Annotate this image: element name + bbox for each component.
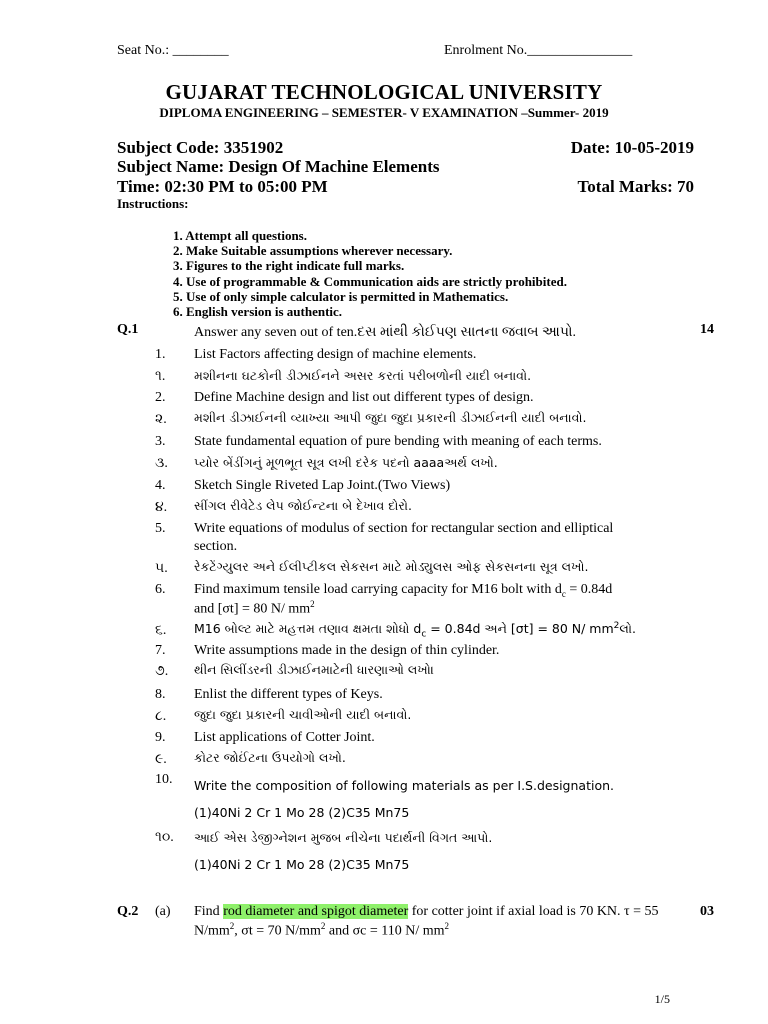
item-text-continued: and [σt] = 80 N/ $mm^2$ [194, 599, 315, 617]
item-text-gujarati: રેકટેંગ્યુલર અને ઈલીપ્ટીકલ સેકસન માટે મોડ્યુલસ ઓફ સેકસનના સૂત્ર લખો. [194, 559, 589, 574]
item-number: 5. [155, 521, 166, 536]
item-text: Enlist the different types of Keys. [194, 687, 383, 702]
highlighted-text: rod diameter and spigot diameter [223, 904, 409, 919]
item-text: Write assumptions made in the design of thin cylinder. [194, 643, 500, 658]
exam-date: Date: 10-05-2019 [570, 138, 694, 157]
exam-time: Time: 02:30 PM to 05:00 PM [117, 177, 328, 196]
item-number: 6. [155, 582, 166, 597]
instruction-item: 5. Use of only simple calculator is permitted in Mathematics. [173, 289, 509, 304]
item-number: 1. [155, 347, 166, 362]
item-text: List applications of Cotter Joint. [194, 730, 375, 745]
item-number: 4. [155, 478, 166, 493]
enrolment-number: Enrolment No._______________ [444, 43, 633, 58]
subject-code: Subject Code: 3351902 [117, 138, 284, 157]
university-title: GUJARAT TECHNOLOGICAL UNIVERSITY [165, 80, 603, 104]
item-number-gujarati: ૫. [155, 561, 168, 576]
item-text: List Factors affecting design of machine elements. [194, 347, 477, 362]
item-text: State fundamental equation of pure bending with meaning of each terms. [194, 434, 602, 449]
item-number-gujarati: ૧૦. [155, 830, 174, 845]
question-text: Find rod diameter and spigot diameter for cotter joint if axial load is 70 KN. τ = 55 [194, 904, 659, 919]
instruction-item: 3. Figures to the right indicate full marks. [173, 258, 405, 273]
item-number-gujarati: ૧. [155, 369, 166, 384]
item-text-gujarati: જુદા જુદા પ્રકારની ચાવીઓની યાદી બનાવો. [194, 707, 412, 722]
item-number-gujarati: ૯. [155, 752, 167, 767]
instructions-title: Instructions: [117, 196, 189, 211]
question-text-continued: $N/mm^2$, σt = 70 $N/mm^2$ and σc = 110 N/ $mm^2$ [194, 921, 450, 939]
instruction-item: 2. Make Suitable assumptions wherever necessary. [173, 243, 453, 258]
question-part: (a) [155, 904, 171, 919]
item-text: Write the composition of following materials as per I.S.designation. [194, 778, 614, 793]
item-number-gujarati: ૬. [155, 623, 167, 638]
item-number: 8. [155, 687, 166, 702]
item-text-gujarati-continued: (1)40Ni 2 Cr 1 Mo 28 (2)C35 Mn75 [194, 857, 410, 872]
item-text-gujarati: કોટર જોઈંટના ઉપયોગો લખો. [194, 750, 346, 765]
item-text: Define Machine design and list out different types of design. [194, 390, 534, 405]
item-text-gujarati: સીંગલ રીવેટેડ લેપ જોઈન્ટના બે દેખાવ દોરો. [194, 498, 412, 513]
item-text-gujarati: મશીનના ઘટકોની ડીઝાઈનને અસર કરતાં પરીબળોની યાદી બનાવો. [194, 368, 532, 383]
item-number-gujarati: ૭. [155, 664, 169, 679]
item-text-gujarati: થીન સિલીંડરની ડીઝાઈનમાટેની ધારણાઓ લખો। [194, 662, 435, 677]
item-text-continued: (1)40Ni 2 Cr 1 Mo 28 (2)C35 Mn75 [194, 805, 410, 820]
question-label: Q.1 [117, 322, 139, 337]
item-text: Write equations of modulus of section for rectangular section and elliptical [194, 521, 614, 536]
subject-name: Subject Name: Design Of Machine Elements [117, 157, 440, 176]
total-marks: Total Marks: 70 [577, 177, 694, 196]
item-number: 3. [155, 434, 166, 449]
page-number: 1/5 [654, 992, 670, 1006]
question-marks: 14 [700, 322, 714, 337]
item-text-gujarati: પ્યોર બેંડીંગનું મૂળભૂત સૂત્ર લખી દરેક પદનો aaaaઅર્થ લખો. [194, 455, 498, 470]
item-number: 10. [155, 772, 173, 787]
item-number-gujarati: ૮. [155, 709, 167, 724]
instruction-item: 1. Attempt all questions. [173, 228, 307, 243]
item-text-gujarati: M16 બોલ્ટ માટે મહત્તમ તણાવ ક્ષમતા શોધો $d_c = 0.84d$ અને [σt] = 80 N/ $mm^2લો$. [194, 621, 636, 640]
item-number: 2. [155, 390, 166, 405]
item-number-gujarati: ૩. [155, 456, 168, 471]
item-text-gujarati: આઈ એસ ડેજીગ્નેશન મુજબ નીચેના પદાર્થની વિગત આપો. [194, 830, 493, 845]
item-text: Find maximum tensile load carrying capacity for M16 bolt with $d_c = 0.84d$ [194, 582, 613, 599]
item-number-gujarati: ૪. [155, 500, 168, 515]
instruction-item: 6. English version is authentic. [173, 304, 343, 319]
question-label: Q.2 [117, 904, 139, 919]
item-text: Sketch Single Riveted Lap Joint.(Two Views) [194, 478, 451, 493]
seat-number: Seat No.: ________ [117, 43, 229, 58]
question-marks: 03 [700, 904, 714, 919]
item-number: 9. [155, 730, 166, 745]
item-text-gujarati: મશીન ડીઝાઈનની વ્યાખ્યા આપી જુદા જુદા પ્રકારની ડીઝાઈનની યાદી બનાવો. [194, 410, 587, 425]
item-number: 7. [155, 643, 166, 658]
item-text-continued: section. [194, 539, 238, 554]
exam-title: DIPLOMA ENGINEERING – SEMESTER- V EXAMINATION –Summer- 2019 [159, 105, 609, 120]
item-number-gujarati: ૨. [155, 412, 167, 427]
instruction-item: 4. Use of programmable & Communication aids are strictly prohibited. [173, 274, 567, 289]
question-prompt: Answer any seven out of ten.દસ માંથી કોઈપણ સાતના જવાબ આપો. [194, 325, 576, 340]
